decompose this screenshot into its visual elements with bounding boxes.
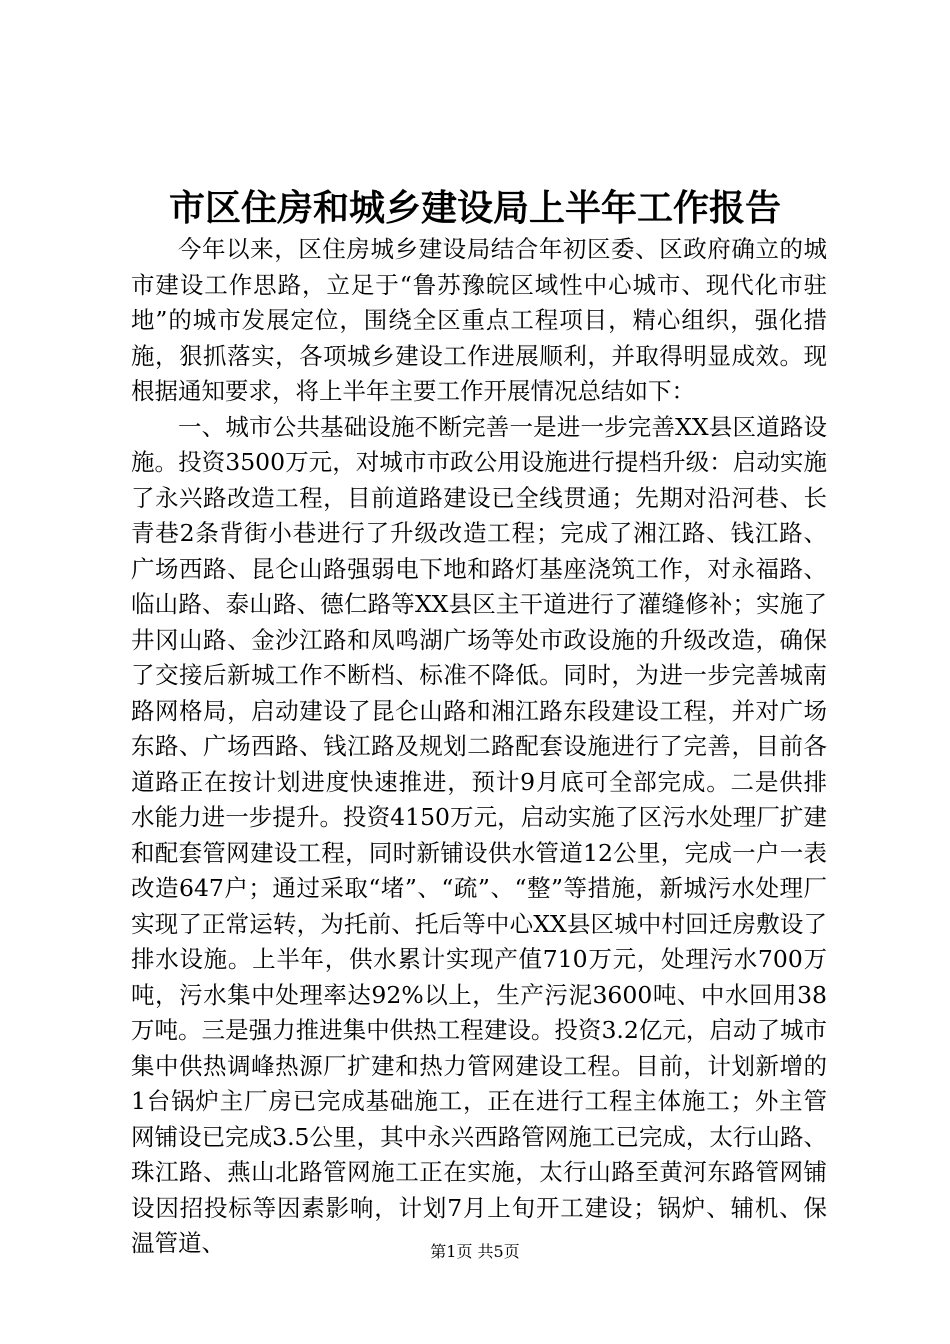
paragraph-intro: 今年以来，区住房城乡建设局结合年初区委、区政府确立的城市建设工作思路，立足于“鲁苏豫皖区域性中心城市、现代化市驻地”的城市发展定位，围绕全区重点工程项目，精心组织，强化措施，狠抓落实，各项城乡建设工作进展顺利，并取得明显成效。现根据通知要求，将上半年主要工作开展情况总结如下： [131,235,827,405]
document-title: 市区住房和城乡建设局上半年工作报告 [168,187,781,229]
page-number: 第1页 共5页 [430,1242,520,1261]
paragraph-section-one: 一、城市公共基础设施不断完善一是进一步完善XX县区道路设施。投资3500万元，对城市市政公用设施进行提档升级：启动实施了永兴路改造工程，目前道路建设已全线贯通；先期对沿河巷、长青巷2条背街小巷进行了升级改造工程；完成了湘江路、钱江路、广场西路、昆仑山路强弱电下地和路灯基座浇筑工作，对永福路、临山路、泰山路、德仁路等XX县区主干道进行了灌缝修补；实施了井冈山路、金沙江路和凤鸣湖广场等处市政设施的升级改造，确保了交接后新城工作不断档、标准不降低。同时，为进一步完善城南路网格局，启动建设了昆仑山路和湘江路东段建设工程，并对广场东路、广场西路、钱江路及规划二路配套设施进行了完善，目前各道路正在按计划进度快速推进，预计9月底可全部完成。二是供排水能力进一步提升。投资4150万元，启动实施了区污水处理厂扩建和配套管网建设工程，同时新铺设供水管道12公里，完成一户一表改造647户；通过采取“堵”、“疏”、“整”等措施，新城污水处理厂实现了正常运转，为托前、托后等中心XX县区城中村回迁房敷设了排水设施。上半年，供水累计实现产值710万元，处理污水700万吨，污水集中处理率达92%以上，生产污泥3600吨、中水回用38万吨。三是强力推进集中供热工程建设。投资3.2亿元，启动了城市集中供热调峰热源厂扩建和热力管网建设工程。目前，计划新增的1台锅炉主厂房已完成基础施工，正在进行工程主体施工；外主管网铺设已完成3.5公里，其中永兴西路管网施工已完成，太行山路、珠江路、燕山北路管网施工正在实施，太行山路至黄河东路管网铺设因招投标等因素影响，计划7月上旬开工建设；锅炉、辅机、保温管道、 [131,412,827,1257]
